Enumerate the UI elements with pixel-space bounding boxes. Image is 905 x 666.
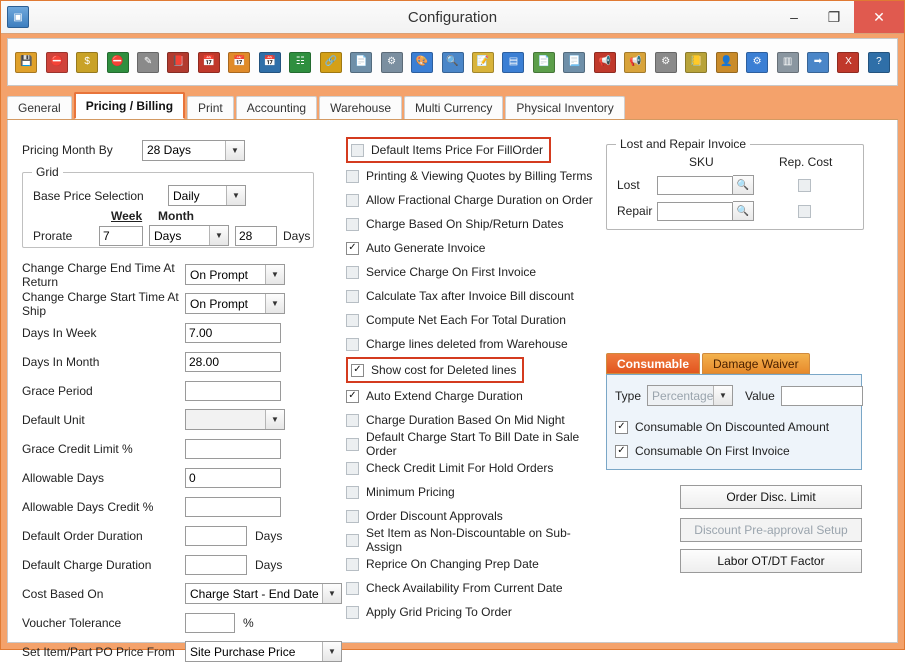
default-charge-start-to-bill-date-in-sale-order-checkbox[interactable] xyxy=(346,438,359,451)
allow-fractional-charge-duration-on-order-label: Allow Fractional Charge Duration on Order xyxy=(366,193,593,207)
minimum-pricing-checkbox[interactable] xyxy=(346,486,359,499)
tab-label: Multi Currency xyxy=(415,101,493,115)
grid-group xyxy=(22,165,314,248)
magnify-blue-icon[interactable] xyxy=(438,48,466,77)
field-row-change-charge-end-time-at-return xyxy=(22,260,342,289)
auto-generate-invoice-label: Auto Generate Invoice xyxy=(366,241,486,255)
glyph: $ xyxy=(76,52,98,73)
app-icon: ▣ xyxy=(7,6,29,28)
checkbox-row-calculate-tax-after-invoice-bill-discount[interactable] xyxy=(346,284,596,308)
lost-repair-group xyxy=(606,137,864,230)
change-charge-end-time-at-return-select[interactable] xyxy=(185,264,285,285)
repair-label: Repair xyxy=(617,204,653,218)
consumable-checkbox-row-consumable-on-discounted-amount[interactable] xyxy=(615,415,829,439)
lost-label: Lost xyxy=(617,178,640,192)
export-icon[interactable] xyxy=(804,48,832,77)
help-icon[interactable] xyxy=(865,48,893,77)
base-price-selection-select[interactable] xyxy=(168,185,246,206)
glyph: 📢 xyxy=(624,52,646,73)
chevron-down-icon: ▼ xyxy=(209,226,228,245)
consumable-section xyxy=(606,353,862,470)
consumable-value-input[interactable] xyxy=(781,386,863,406)
pricing-month-by-label: Pricing Month By xyxy=(22,143,113,157)
field-row-default-charge-duration xyxy=(22,550,342,579)
consumable-value-label: Value xyxy=(745,388,775,403)
set-item-as-non-discountable-on-sub-assign-label: Set Item as Non-Discountable on Sub-Assign xyxy=(366,526,571,554)
set-item-part-po-price-from-label: Set Item/Part PO Price From xyxy=(22,644,175,659)
change-charge-start-time-at-ship-value: On Prompt xyxy=(190,296,249,311)
gear-blue-icon[interactable] xyxy=(743,48,771,77)
consumable-tab-strip xyxy=(606,353,862,374)
voucher-tolerance-input[interactable] xyxy=(185,613,235,633)
glyph: 📄 xyxy=(350,52,372,73)
consumable-type-value: Percentage xyxy=(652,388,714,403)
prorate-week-input[interactable] xyxy=(99,226,143,246)
glyph: ? xyxy=(868,52,890,73)
consumable-checkbox-row-consumable-on-first-invoice[interactable] xyxy=(615,439,829,463)
palette-icon[interactable] xyxy=(408,48,436,77)
tab-label: Warehouse xyxy=(330,101,392,115)
prorate-label: Prorate xyxy=(33,228,73,243)
no-entry-2-icon[interactable] xyxy=(103,48,131,77)
grace-credit-limit-input[interactable] xyxy=(185,439,281,459)
edit-note-icon[interactable] xyxy=(134,48,162,77)
glyph: 🔗 xyxy=(320,52,342,73)
glyph: ⛔ xyxy=(46,52,68,73)
tab-physical-inventory[interactable] xyxy=(505,96,624,119)
tab-strip xyxy=(7,92,898,120)
base-price-selection-row xyxy=(33,185,246,206)
field-row-change-charge-start-time-at-ship xyxy=(22,289,342,318)
printing-viewing-quotes-by-billing-terms-label: Printing & Viewing Quotes by Billing Terms xyxy=(366,169,593,183)
glyph: 📅 xyxy=(198,52,220,73)
prorate-row xyxy=(33,225,310,246)
glyph: ▥ xyxy=(777,52,799,73)
window-grey-icon[interactable] xyxy=(773,48,801,77)
field-row-voucher-tolerance xyxy=(22,608,342,637)
subtab-damage-waiver[interactable] xyxy=(702,353,810,374)
prorate-month-unit-label: Days xyxy=(283,228,311,243)
glyph: 💾 xyxy=(15,52,37,73)
checkbox-row-set-item-as-non-discountable-on-sub-assign[interactable] xyxy=(346,528,596,552)
set-item-part-po-price-from-value: Site Purchase Price xyxy=(190,644,296,659)
chevron-down-icon: ▼ xyxy=(265,265,284,284)
month-header: Month xyxy=(158,209,194,223)
reprice-on-changing-prep-date-label: Reprice On Changing Prep Date xyxy=(366,557,539,571)
prorate-week-unit-value: Days xyxy=(154,228,182,243)
lost-row xyxy=(617,175,811,195)
title-bar xyxy=(1,1,904,34)
days-in-month-label: Days In Month xyxy=(22,354,100,369)
checkbox-row-default-charge-start-to-bill-date-in-sale-order[interactable] xyxy=(346,432,596,456)
default-order-duration-label: Default Order Duration xyxy=(22,528,143,543)
gear-grey-icon[interactable] xyxy=(652,48,680,77)
days-in-week-label: Days In Week xyxy=(22,325,97,340)
show-cost-for-deleted-lines-label: Show cost for Deleted lines xyxy=(371,363,517,377)
calculate-tax-after-invoice-bill-discount-label: Calculate Tax after Invoice Bill discount xyxy=(366,289,574,303)
default-items-price-for-fillorder-checkbox[interactable] xyxy=(351,144,364,157)
page-add-icon[interactable] xyxy=(530,48,558,77)
chevron-down-icon: ▼ xyxy=(322,584,341,603)
checkbox-row-show-cost-for-deleted-lines[interactable] xyxy=(346,357,524,383)
labor-ot-dt-factor-button[interactable]: Labor OT/DT Factor xyxy=(680,549,862,573)
spreadsheet-icon[interactable] xyxy=(286,48,314,77)
checkbox-row-compute-net-each-for-total-duration[interactable] xyxy=(346,308,596,332)
save-icon[interactable] xyxy=(12,48,40,77)
checkbox-row-charge-duration-based-on-mid-night[interactable] xyxy=(346,408,596,432)
default-charge-start-to-bill-date-in-sale-order-label: Default Charge Start To Bill Date in Sale Order xyxy=(366,430,580,458)
window-blue-icon[interactable] xyxy=(499,48,527,77)
allowable-days-input[interactable] xyxy=(185,468,281,488)
left-fields xyxy=(22,260,342,666)
consumable-on-first-invoice-checkbox[interactable]: ✓ xyxy=(615,445,628,458)
glyph: ⚙ xyxy=(746,52,768,73)
book-icon[interactable] xyxy=(164,48,192,77)
tab-label: General xyxy=(18,101,61,115)
allow-fractional-charge-duration-on-order-checkbox[interactable] xyxy=(346,194,359,207)
glyph: 🔍 xyxy=(442,52,464,73)
repair-sku-input[interactable] xyxy=(657,202,733,221)
checkbox-row-charge-lines-deleted-from-warehouse[interactable] xyxy=(346,332,596,356)
calendar-blue-icon[interactable] xyxy=(256,48,284,77)
consumable-checkboxes xyxy=(615,415,829,463)
window-title: Configuration xyxy=(407,8,498,26)
pricing-month-by-row xyxy=(22,138,342,162)
field-row-allowable-days-credit xyxy=(22,492,342,521)
check-availability-from-current-date-checkbox[interactable] xyxy=(346,582,359,595)
base-price-selection-label: Base Price Selection xyxy=(33,188,144,203)
glyph: 📒 xyxy=(685,52,707,73)
calendar-orange-icon[interactable] xyxy=(225,48,253,77)
grace-period-input[interactable] xyxy=(185,381,281,401)
field-row-grace-credit-limit xyxy=(22,434,342,463)
no-entry-1-icon[interactable] xyxy=(42,48,70,77)
search-icon[interactable]: 🔍 xyxy=(733,201,754,221)
order-discount-approvals-label: Order Discount Approvals xyxy=(366,509,503,523)
tab-pricing-billing[interactable] xyxy=(74,92,185,119)
cost-based-on-label: Cost Based On xyxy=(22,586,104,601)
glyph: ⚙ xyxy=(655,52,677,73)
checkbox-row-charge-based-on-ship-return-dates[interactable] xyxy=(346,212,596,236)
search-icon[interactable]: 🔍 xyxy=(733,175,754,195)
glyph: ✎ xyxy=(137,52,159,73)
calculate-tax-after-invoice-bill-discount-checkbox[interactable] xyxy=(346,290,359,303)
change-charge-start-time-at-ship-select[interactable] xyxy=(185,293,285,314)
cost-based-on-select[interactable] xyxy=(185,583,342,604)
glyph: 📅 xyxy=(259,52,281,73)
default-charge-duration-input[interactable] xyxy=(185,555,247,575)
days-in-week-input[interactable] xyxy=(185,323,281,343)
left-column xyxy=(22,138,342,666)
auto-generate-invoice-checkbox[interactable]: ✓ xyxy=(346,242,359,255)
change-charge-start-time-at-ship-label: Change Charge Start Time At Ship xyxy=(22,289,179,318)
checkbox-row-check-availability-from-current-date[interactable] xyxy=(346,576,596,600)
voucher-tolerance-unit-label: % xyxy=(243,615,254,630)
apply-grid-pricing-to-order-label: Apply Grid Pricing To Order xyxy=(366,605,512,619)
default-charge-duration-unit-label: Days xyxy=(255,557,283,572)
checkbox-row-apply-grid-pricing-to-order[interactable] xyxy=(346,600,596,624)
consumable-on-first-invoice-label: Consumable On First Invoice xyxy=(635,444,790,458)
close-button[interactable]: ✕ xyxy=(854,1,904,33)
field-row-days-in-week xyxy=(22,318,342,347)
apply-grid-pricing-to-order-checkbox[interactable] xyxy=(346,606,359,619)
glyph: 📢 xyxy=(594,52,616,73)
consumable-type-label: Type xyxy=(615,388,642,403)
week-header: Week xyxy=(111,209,143,223)
checkbox-row-default-items-price-for-fillorder[interactable] xyxy=(346,137,551,163)
check-availability-from-current-date-label: Check Availability From Current Date xyxy=(366,581,563,595)
window-controls xyxy=(774,1,904,33)
charge-lines-deleted-from-warehouse-checkbox[interactable] xyxy=(346,338,359,351)
glyph: 📕 xyxy=(167,52,189,73)
glyph: ⛔ xyxy=(107,52,129,73)
default-order-duration-input[interactable] xyxy=(185,526,247,546)
order-discount-approvals-checkbox[interactable] xyxy=(346,510,359,523)
lost-sku-input[interactable] xyxy=(657,176,733,195)
field-row-allowable-days xyxy=(22,463,342,492)
auto-extend-charge-duration-checkbox[interactable]: ✓ xyxy=(346,390,359,403)
tab-accounting[interactable] xyxy=(236,96,317,119)
default-items-price-for-fillorder-label: Default Items Price For FillOrder xyxy=(371,143,544,157)
chevron-down-icon: ▼ xyxy=(713,386,732,405)
reprice-on-changing-prep-date-checkbox[interactable] xyxy=(346,558,359,571)
grid-group-title: Grid xyxy=(32,165,63,179)
minimize-button[interactable]: – xyxy=(790,9,798,25)
consumable-type-row xyxy=(615,385,863,406)
checkbox-row-auto-extend-charge-duration[interactable] xyxy=(346,384,596,408)
subtab-label: Damage Waiver xyxy=(713,356,799,371)
tab-warehouse[interactable] xyxy=(319,96,402,119)
charge-duration-based-on-mid-night-label: Charge Duration Based On Mid Night xyxy=(366,413,565,427)
change-charge-end-time-at-return-value: On Prompt xyxy=(190,267,249,282)
pricing-month-by-value: 28 Days xyxy=(147,143,192,157)
service-charge-on-first-invoice-checkbox[interactable] xyxy=(346,266,359,279)
glyph: 📃 xyxy=(563,52,585,73)
checkbox-row-service-charge-on-first-invoice[interactable] xyxy=(346,260,596,284)
glyph: 👤 xyxy=(716,52,738,73)
glyph: 📄 xyxy=(533,52,555,73)
right-buttons xyxy=(680,485,862,573)
tab-multi-currency[interactable] xyxy=(404,96,503,119)
document-icon[interactable] xyxy=(347,48,375,77)
set-item-as-non-discountable-on-sub-assign-checkbox[interactable] xyxy=(346,534,359,547)
chevron-down-icon: ▼ xyxy=(265,294,284,313)
allowable-days-credit-label: Allowable Days Credit % xyxy=(22,499,154,514)
consumable-on-discounted-amount-checkbox[interactable]: ✓ xyxy=(615,421,628,434)
default-unit-select[interactable] xyxy=(185,409,285,430)
allowable-days-credit-input[interactable] xyxy=(185,497,281,517)
charge-lines-deleted-from-warehouse-label: Charge lines deleted from Warehouse xyxy=(366,337,568,351)
pricing-month-by-select[interactable] xyxy=(142,140,245,161)
checkbox-row-check-credit-limit-for-hold-orders[interactable] xyxy=(346,456,596,480)
charge-duration-based-on-mid-night-checkbox[interactable] xyxy=(346,414,359,427)
field-row-default-unit xyxy=(22,405,342,434)
charge-based-on-ship-return-dates-checkbox[interactable] xyxy=(346,218,359,231)
calendar-red-icon[interactable] xyxy=(195,48,223,77)
field-row-cost-based-on xyxy=(22,579,342,608)
person-chart-icon[interactable] xyxy=(712,48,740,77)
glyph: ☷ xyxy=(289,52,311,73)
tab-general[interactable] xyxy=(7,96,72,119)
tab-label: Pricing / Billing xyxy=(85,99,174,113)
auto-extend-charge-duration-label: Auto Extend Charge Duration xyxy=(366,389,523,403)
consumable-panel xyxy=(606,374,862,470)
minimum-pricing-label: Minimum Pricing xyxy=(366,485,455,499)
field-row-set-item-part-po-price-from xyxy=(22,637,342,666)
money-icon[interactable] xyxy=(73,48,101,77)
chevron-down-icon: ▼ xyxy=(322,642,341,661)
tab-label: Accounting xyxy=(246,101,307,115)
check-credit-limit-for-hold-orders-label: Check Credit Limit For Hold Orders xyxy=(366,461,554,475)
grace-period-label: Grace Period xyxy=(22,383,93,398)
tab-label: Physical Inventory xyxy=(516,101,614,115)
checkbox-row-minimum-pricing[interactable] xyxy=(346,480,596,504)
horn-yellow-icon[interactable] xyxy=(621,48,649,77)
glyph: ⚙ xyxy=(381,52,403,73)
subtab-consumable[interactable] xyxy=(606,353,700,374)
default-unit-label: Default Unit xyxy=(22,412,85,427)
printing-viewing-quotes-by-billing-terms-checkbox[interactable] xyxy=(346,170,359,183)
sku-column-header: SKU xyxy=(689,155,714,169)
chevron-down-icon: ▼ xyxy=(265,410,284,429)
consumable-on-discounted-amount-label: Consumable On Discounted Amount xyxy=(635,420,830,434)
discount-preapproval-setup-button[interactable]: Discount Pre-approval Setup xyxy=(680,518,862,542)
set-item-part-po-price-from-select[interactable] xyxy=(185,641,342,662)
field-row-days-in-month xyxy=(22,347,342,376)
repair-row xyxy=(617,201,811,221)
order-disc-limit-button[interactable]: Order Disc. Limit xyxy=(680,485,862,509)
checkbox-row-order-discount-approvals[interactable] xyxy=(346,504,596,528)
default-charge-duration-label: Default Charge Duration xyxy=(22,557,152,572)
subtab-label: Consumable xyxy=(617,356,690,371)
lost-rep-cost-checkbox[interactable] xyxy=(798,179,811,192)
note-yellow-icon[interactable] xyxy=(469,48,497,77)
excel-export-icon[interactable] xyxy=(834,48,862,77)
glyph: 📝 xyxy=(472,52,494,73)
compute-net-each-for-total-duration-label: Compute Net Each For Total Duration xyxy=(366,313,566,327)
glyph: 🎨 xyxy=(411,52,433,73)
voucher-tolerance-label: Voucher Tolerance xyxy=(22,615,122,630)
prorate-month-input[interactable] xyxy=(235,226,277,246)
page-list-icon[interactable] xyxy=(560,48,588,77)
field-row-default-order-duration xyxy=(22,521,342,550)
checkbox-row-printing-viewing-quotes-by-billing-terms[interactable] xyxy=(346,164,596,188)
default-order-duration-unit-label: Days xyxy=(255,528,283,543)
compute-net-each-for-total-duration-checkbox[interactable] xyxy=(346,314,359,327)
pricing-billing-panel xyxy=(7,120,898,659)
glyph: ▤ xyxy=(502,52,524,73)
checkbox-row-reprice-on-changing-prep-date[interactable] xyxy=(346,552,596,576)
consumable-type-select[interactable] xyxy=(647,385,733,406)
prorate-week-unit-select[interactable] xyxy=(149,225,229,246)
checkbox-row-auto-generate-invoice[interactable] xyxy=(346,236,596,260)
link-icon[interactable] xyxy=(317,48,345,77)
tab-label: Print xyxy=(198,101,223,115)
change-charge-end-time-at-return-label: Change Charge End Time At Return xyxy=(22,260,175,289)
globe-settings-icon[interactable] xyxy=(377,48,405,77)
cost-based-on-value: Charge Start - End Date xyxy=(190,586,319,601)
main-toolbar xyxy=(7,38,898,86)
base-price-selection-value: Daily xyxy=(173,188,200,203)
field-row-grace-period xyxy=(22,376,342,405)
horn-red-icon[interactable] xyxy=(591,48,619,77)
notebook-icon[interactable] xyxy=(682,48,710,77)
checkbox-row-allow-fractional-charge-duration-on-order[interactable] xyxy=(346,188,596,212)
glyph: X xyxy=(837,52,859,73)
rep-cost-column-header: Rep. Cost xyxy=(779,155,833,169)
charge-based-on-ship-return-dates-label: Charge Based On Ship/Return Dates xyxy=(366,217,564,231)
days-in-month-input[interactable] xyxy=(185,352,281,372)
check-credit-limit-for-hold-orders-checkbox[interactable] xyxy=(346,462,359,475)
lost-repair-title: Lost and Repair Invoice xyxy=(616,137,750,151)
glyph: ➡ xyxy=(807,52,829,73)
allowable-days-label: Allowable Days xyxy=(22,470,105,485)
chevron-down-icon: ▼ xyxy=(225,141,244,160)
glyph: 📅 xyxy=(228,52,250,73)
checkbox-column xyxy=(346,136,596,624)
service-charge-on-first-invoice-label: Service Charge On First Invoice xyxy=(366,265,537,279)
show-cost-for-deleted-lines-checkbox[interactable]: ✓ xyxy=(351,364,364,377)
repair-rep-cost-checkbox[interactable] xyxy=(798,205,811,218)
grace-credit-limit-label: Grace Credit Limit % xyxy=(22,441,133,456)
tab-print[interactable] xyxy=(187,96,234,119)
maximize-button[interactable]: ❐ xyxy=(827,8,841,25)
chevron-down-icon: ▼ xyxy=(226,186,245,205)
